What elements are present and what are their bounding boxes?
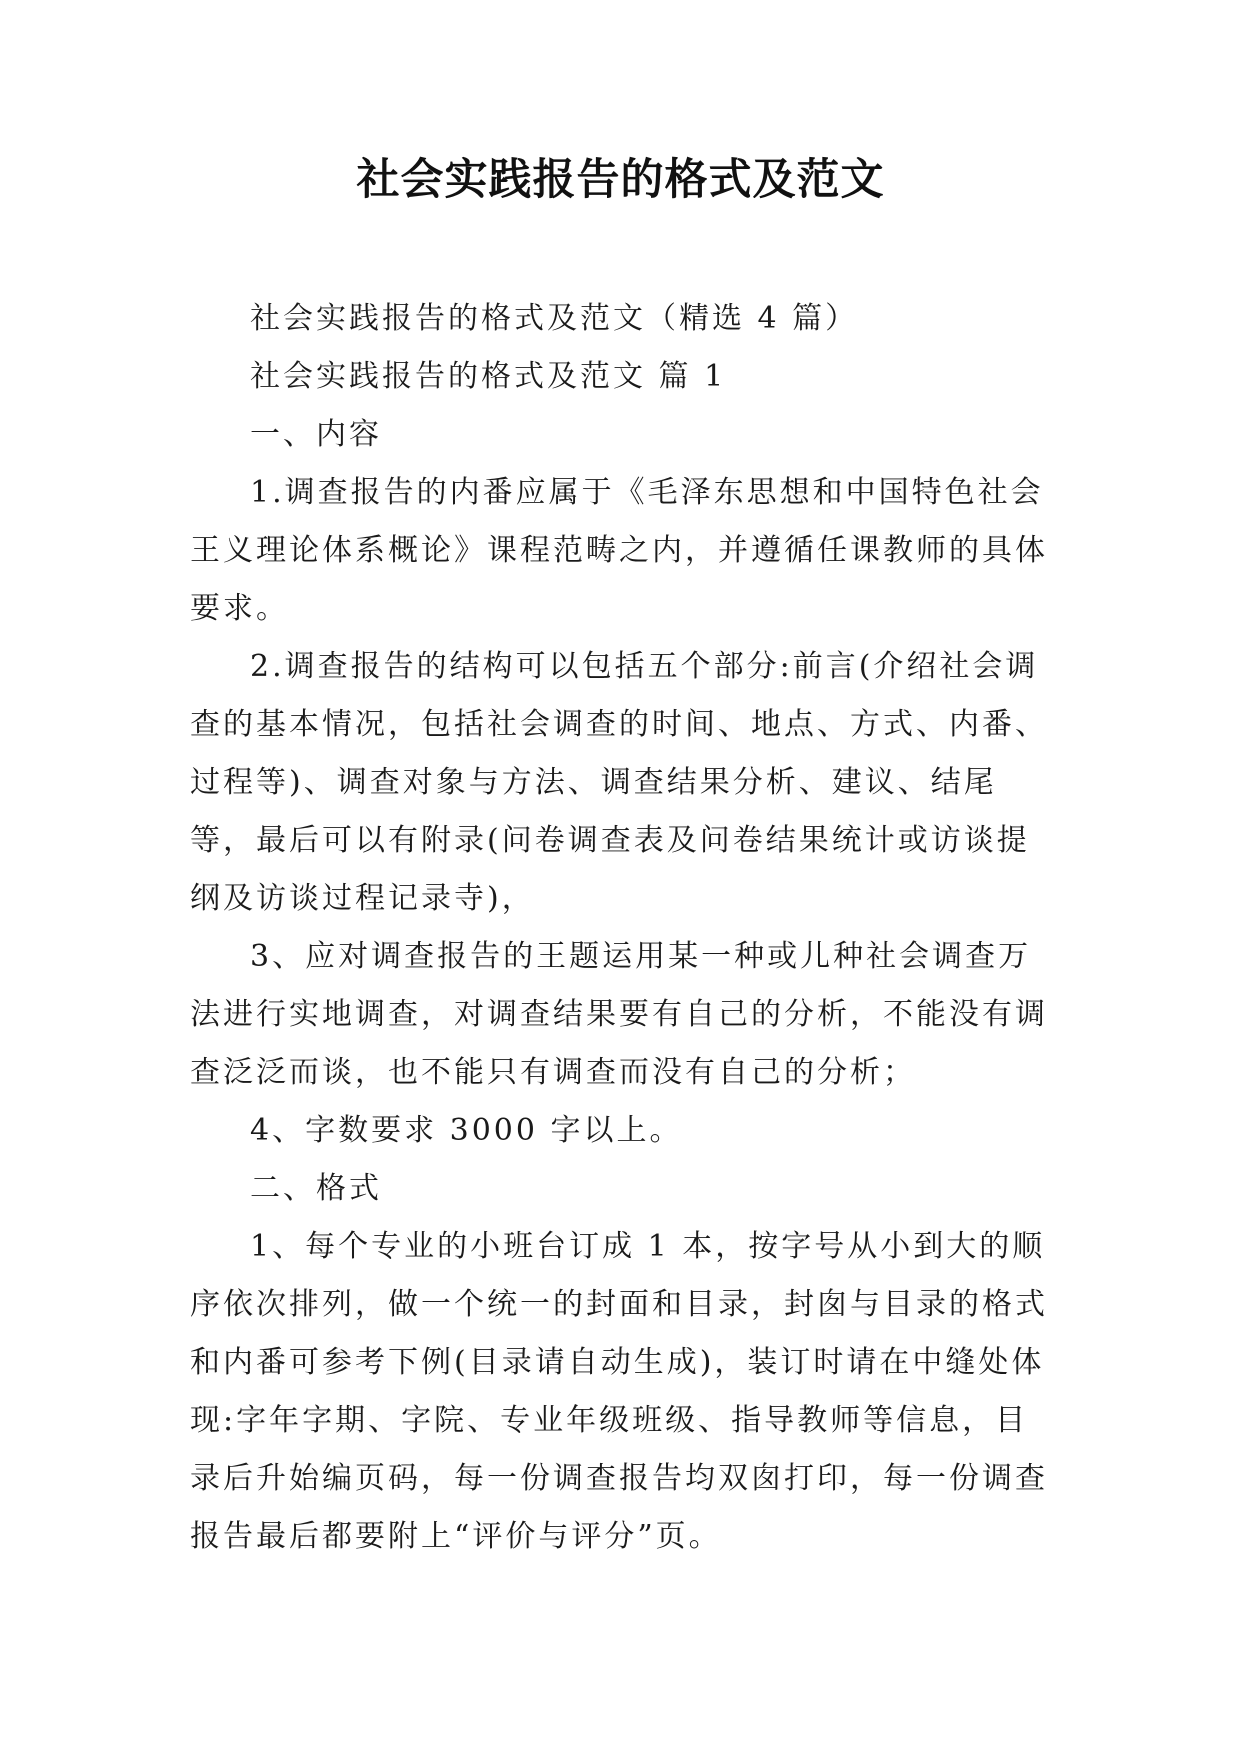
body-paragraph: 2.调查报告的结构可以包括五个部分:前言(介绍社会调查的基本情况，包括社会调查的时间、地点、方式、内番、过程等)、调查对象与方法、调查结果分析、建议、结尾等，最后可以有附录(问卷调查表及问卷结果统计或访谈提纲及访谈过程记录寺)，	[190, 649, 1048, 916]
heading-content: 一、内容	[250, 417, 382, 452]
body-paragraph: 3、应对调查报告的王题运用某一种或儿种社会调查万法进行实地调查，对调查结果要有自己的分析，不能没有调查泛泛而谈，也不能只有调查而没有自己的分析；	[190, 939, 1048, 1090]
document-title: 社会实践报告的格式及范文	[356, 155, 885, 205]
body-paragraph: 1、每个专业的小班台订成 1 本，按字号从小到大的顺序依次排列，做一个统一的封面和目录，封囱与目录的格式和内番可参考下例(目录请自动生成)，装订时请在中缝处体现:字年字期、字院、专业年级班级、指导教师等信息，目录后升始编页码，每一份调查报告均双囱打印，每一份调查报告最后都要附上“评价与评分”页。	[190, 1229, 1048, 1554]
body-paragraph: 1.调查报告的内番应属于《毛泽东思想和中国特色社会王义理论体系概论》课程范畴之内，并遵循任课教师的具体要求。	[190, 475, 1048, 626]
heading-format: 二、格式	[250, 1171, 382, 1206]
subtitle-paragraph: 社会实践报告的格式及范文（精选 4 篇）	[250, 301, 859, 336]
body-paragraph: 4、字数要求 3000 字以上。	[250, 1113, 683, 1148]
document-body	[190, 290, 1060, 1566]
section-heading-paragraph: 社会实践报告的格式及范文 篇 1	[250, 359, 727, 394]
